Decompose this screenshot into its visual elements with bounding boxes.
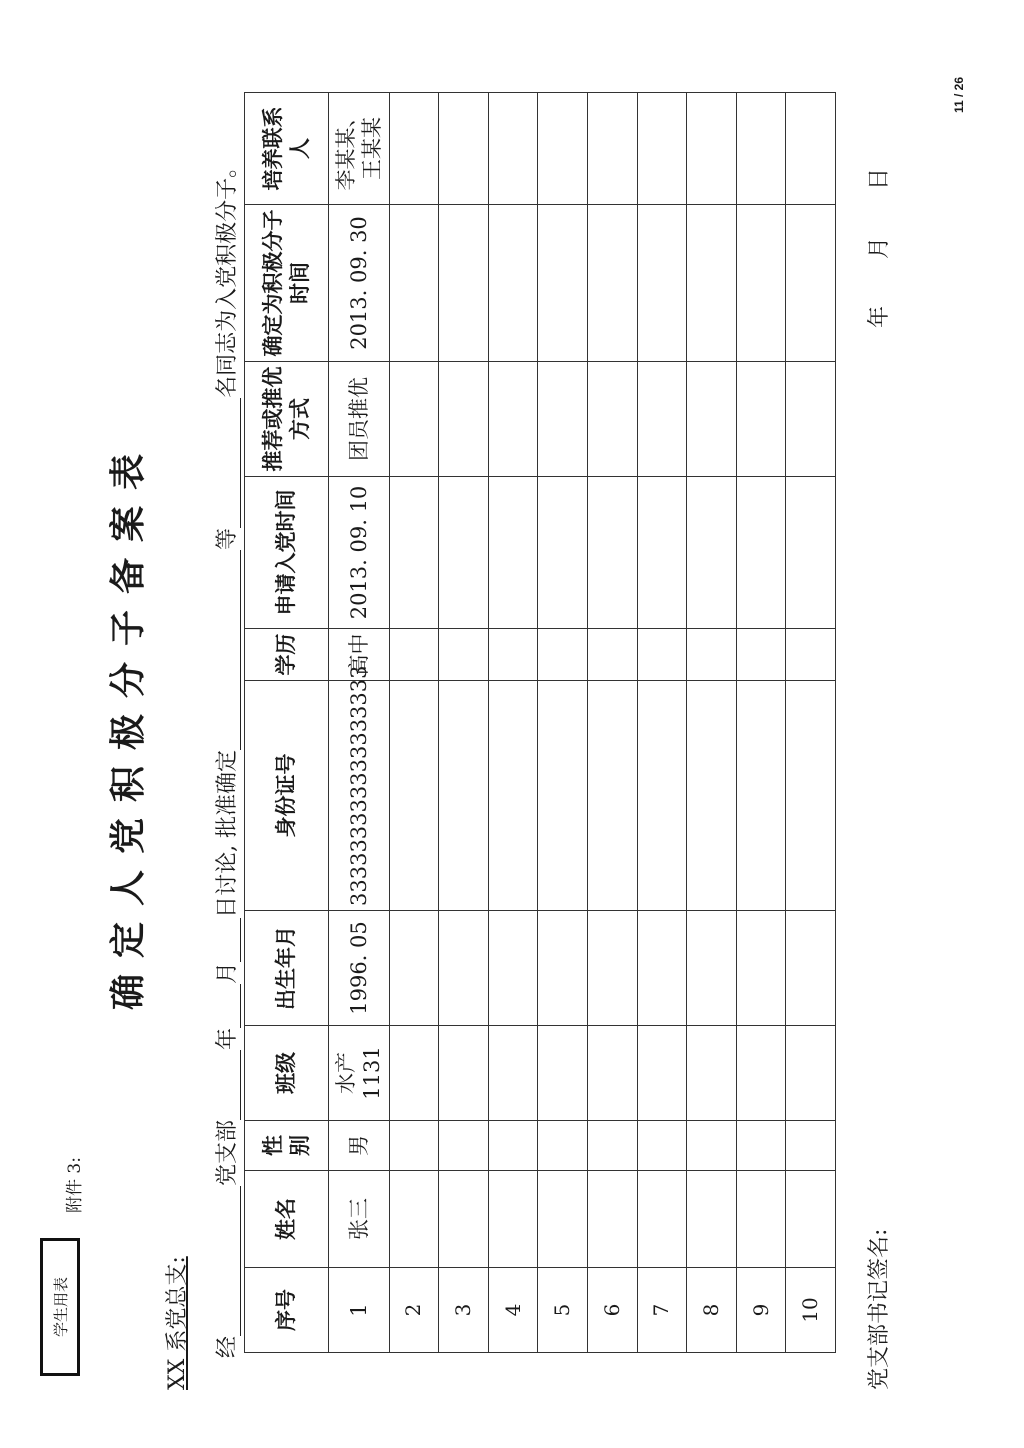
table-header-row [245,93,329,1353]
table-row [786,93,836,1353]
table-row [736,93,786,1353]
cell-contacts[interactable] [439,93,489,205]
student-form-stamp: 学生用表 [40,1238,80,1376]
header-name: 姓名 [245,1171,329,1268]
signature-date: 年 月 日 [867,168,892,328]
approval-sentence [210,156,241,1358]
cell-contacts[interactable] [736,93,786,205]
cell-gender[interactable] [736,1121,786,1171]
cell-name[interactable] [736,1171,786,1268]
cell-seq: 9 [736,1268,786,1353]
sentence-etc: 等 [215,527,240,550]
header-gender: 性别 [245,1121,329,1171]
cell-contacts[interactable] [637,93,687,205]
cell-gender[interactable] [637,1121,687,1171]
cell-seq: 5 [538,1268,588,1353]
cell-contacts[interactable] [687,93,737,205]
header-education: 学历 [245,629,329,681]
cell-activist-date[interactable] [587,205,637,362]
cell-id-number[interactable] [736,681,786,911]
cell-class[interactable] [786,1026,836,1121]
cell-name[interactable]: 张三 [329,1171,389,1268]
table-row [389,93,439,1353]
cell-recommend-method[interactable] [637,362,687,477]
cell-gender[interactable] [389,1121,439,1171]
cell-activist-date[interactable] [439,205,489,362]
header-recommend-method: 推荐或推优方式 [245,362,329,477]
cell-class[interactable] [488,1026,538,1121]
cell-id-number[interactable]: 333333333333333333 [329,681,389,911]
cell-apply-date[interactable] [488,477,538,629]
cell-birth[interactable] [389,911,439,1026]
header-seq: 序号 [245,1268,329,1353]
org-line: XX 系党总支: [165,1256,190,1390]
cell-recommend-method[interactable] [389,362,439,477]
blank-field[interactable] [218,984,241,1028]
cell-education[interactable] [488,629,538,681]
cell-class[interactable] [637,1026,687,1121]
cell-birth[interactable] [786,911,836,1026]
cell-class[interactable] [736,1026,786,1121]
cell-class[interactable]: 水产1131 [329,1026,389,1121]
cell-activist-date[interactable] [488,205,538,362]
cell-recommend-method[interactable] [786,362,836,477]
secretary-signature-label: 党支部书记签名: [867,1228,892,1390]
cell-apply-date[interactable] [687,477,737,629]
sentence-party-branch: 党支部 [215,1119,240,1186]
cell-education[interactable] [637,629,687,681]
cell-birth[interactable] [736,911,786,1026]
cell-contacts[interactable] [389,93,439,205]
cell-gender[interactable] [439,1121,489,1171]
cell-education[interactable] [389,629,439,681]
cell-class[interactable] [687,1026,737,1121]
cell-education[interactable] [736,629,786,681]
cell-gender[interactable] [786,1121,836,1171]
blank-field[interactable] [218,550,241,750]
table-row [538,93,588,1353]
cell-birth[interactable]: 1996. 05 [329,911,389,1026]
cell-id-number[interactable] [389,681,439,911]
cell-education[interactable] [687,629,737,681]
cell-class[interactable] [587,1026,637,1121]
cell-name[interactable] [587,1171,637,1268]
cell-recommend-method[interactable] [488,362,538,477]
cell-apply-date[interactable] [389,477,439,629]
header-class: 班级 [245,1026,329,1121]
cell-education[interactable] [538,629,588,681]
sentence-month: 月 [215,961,240,984]
cell-apply-date[interactable] [538,477,588,629]
cell-apply-date[interactable] [637,477,687,629]
cell-activist-date[interactable] [786,205,836,362]
cell-seq: 7 [637,1268,687,1353]
cell-activist-date[interactable] [389,205,439,362]
cell-seq: 3 [439,1268,489,1353]
cell-recommend-method[interactable]: 团员推优 [329,362,389,477]
cell-id-number[interactable] [687,681,737,911]
blank-field[interactable] [218,1186,241,1336]
cell-recommend-method[interactable] [538,362,588,477]
header-contacts: 培养联系人 [245,93,329,205]
cell-activist-date[interactable] [538,205,588,362]
cell-name[interactable] [488,1171,538,1268]
candidate-table [244,92,836,1353]
cell-contacts[interactable] [587,93,637,205]
cell-seq: 10 [786,1268,836,1353]
cell-education[interactable] [439,629,489,681]
cell-apply-date[interactable] [439,477,489,629]
cell-birth[interactable] [488,911,538,1026]
cell-education[interactable]: 高中 [329,629,389,681]
cell-id-number[interactable] [637,681,687,911]
cell-birth[interactable] [687,911,737,1026]
sentence-year: 年 [215,1027,240,1050]
cell-class[interactable] [538,1026,588,1121]
page-number-text: 11 / 26 [952,76,966,114]
cell-gender[interactable]: 男 [329,1121,389,1171]
table-row [488,93,538,1353]
cell-apply-date[interactable] [786,477,836,629]
sentence-suffix: 名同志为入党积极分子。 [215,155,240,398]
form-title: 确定人党积极分子备案表 [107,438,149,1011]
cell-name[interactable] [538,1171,588,1268]
cell-seq: 1 [329,1268,389,1353]
cell-gender[interactable] [488,1121,538,1171]
cell-birth[interactable] [637,911,687,1026]
attachment-label: 附件 3: [65,1157,85,1213]
cell-id-number[interactable] [786,681,836,911]
cell-id-number[interactable] [488,681,538,911]
header-activist-date: 确定为积极分子时间 [245,205,329,362]
header-apply-date: 申请入党时间 [245,477,329,629]
cell-seq: 6 [587,1268,637,1353]
table-row [329,93,389,1353]
cell-contacts[interactable] [786,93,836,205]
cell-recommend-method[interactable] [687,362,737,477]
cell-apply-date[interactable] [736,477,786,629]
table-row [687,93,737,1353]
cell-recommend-method[interactable] [439,362,489,477]
cell-id-number[interactable] [439,681,489,911]
cell-apply-date[interactable]: 2013. 09. 10 [329,477,389,629]
cell-education[interactable] [786,629,836,681]
cell-birth[interactable] [587,911,637,1026]
cell-gender[interactable] [538,1121,588,1171]
blank-field[interactable] [218,918,241,962]
cell-seq: 2 [389,1268,439,1353]
cell-birth[interactable] [538,911,588,1026]
table-row [587,93,637,1353]
cell-name[interactable] [439,1171,489,1268]
cell-activist-date[interactable] [637,205,687,362]
table-row [439,93,489,1353]
cell-education[interactable] [587,629,637,681]
cell-apply-date[interactable] [587,477,637,629]
cell-name[interactable] [637,1171,687,1268]
cell-class[interactable] [439,1026,489,1121]
cell-birth[interactable] [439,911,489,1026]
cell-id-number[interactable] [587,681,637,911]
cell-id-number[interactable] [538,681,588,911]
cell-recommend-method[interactable] [736,362,786,477]
cell-contacts[interactable]: 李某某、王某某 [329,93,389,205]
cell-contacts[interactable] [488,93,538,205]
sentence-day-discuss: 日讨论, 批准确定 [215,749,240,918]
cell-activist-date[interactable] [736,205,786,362]
cell-activist-date[interactable]: 2013. 09. 30 [329,205,389,362]
header-birth: 出生年月 [245,911,329,1026]
blank-field[interactable] [218,398,241,528]
cell-activist-date[interactable] [687,205,737,362]
blank-field[interactable] [218,1050,241,1120]
cell-name[interactable] [786,1171,836,1268]
cell-gender[interactable] [587,1121,637,1171]
cell-recommend-method[interactable] [587,362,637,477]
cell-gender[interactable] [687,1121,737,1171]
header-id-number: 身份证号 [245,681,329,911]
sentence-prefix: 经 [215,1335,240,1358]
table-row [637,93,687,1353]
cell-name[interactable] [389,1171,439,1268]
cell-name[interactable] [687,1171,737,1268]
cell-class[interactable] [389,1026,439,1121]
cell-contacts[interactable] [538,93,588,205]
cell-seq: 4 [488,1268,538,1353]
cell-seq: 8 [687,1268,737,1353]
